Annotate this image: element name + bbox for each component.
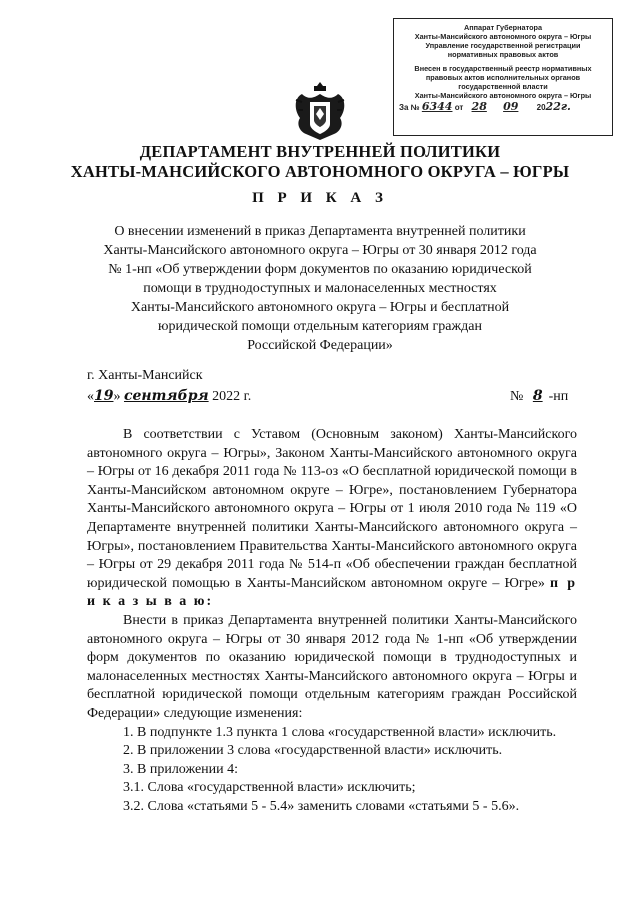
- date-year: 2022 г.: [212, 389, 252, 404]
- subject-line: Ханты-Мансийского автономного округа – Югры и бесплатной: [130, 300, 510, 315]
- coat-of-arms-icon: [292, 80, 348, 142]
- city: г. Ханты-Мансийск: [87, 368, 203, 383]
- stamp-line: Управление государственной регистрации: [425, 41, 581, 50]
- document-subject: [80, 222, 560, 355]
- subject-line: юридической помощи отдельным категориям граждан: [158, 319, 482, 334]
- body-paragraph: Внести в приказ Департамента внутренней политики Ханты-Мансийского автономного округа – Югры от 30 января 2012 года № 1-нп «Об утверждении форм документов по оказанию юридической помощи в труднодоступных и малонаселенных местностях Ханты-Мансийского автономного округа – Югры и бесплатной юридической помощи отдельным категориям граждан Российской Федерации» следующие изменения:: [87, 612, 577, 721]
- stamp-line: правовых актов исполнительных органов: [425, 73, 581, 82]
- subject-line: № 1-нп «Об утверждении форм документов по оказанию юридической: [108, 262, 532, 277]
- document-type: П Р И К А З: [252, 190, 388, 206]
- body-paragraph: 3.1. Слова «государственной власти» исключить;: [123, 780, 416, 796]
- department-title-line2: ХАНТЫ-МАНСИЙСКОГО АВТОНОМНОГО ОКРУГА – ЮГРЫ: [70, 162, 570, 181]
- body-paragraph: 2. В приложении 3 слова «государственной власти» исключить.: [123, 743, 503, 759]
- subject-line: О внесении изменений в приказ Департамента внутренней политики: [114, 224, 526, 239]
- date-month: сентября: [123, 388, 209, 404]
- stamp-reg-day: 28: [471, 100, 487, 113]
- date-day: 19: [94, 388, 114, 404]
- document-body: [87, 426, 577, 816]
- subject-line: Ханты-Мансийского автономного округа – Югры от 30 января 2012 года: [103, 243, 537, 258]
- stamp-line: Внесен в государственный реестр нормативных: [414, 64, 592, 73]
- document-number: № 8 -нп: [510, 388, 569, 404]
- stamp-reg-month: 09: [503, 100, 519, 113]
- body-paragraph: В соответствии с Уставом (Основным законом) Ханты-Мансийского автономного округа – Югры», Законом Ханты-Мансийского автономного округа – Югры от 16 декабря 2011 года № 113-оз «О бесплатной юридической помощи в Ханты-Мансийском автономном округе – Югре», постановлением Губернатора Ханты-Мансийского автономного округа – Югры от 1 июля 2010 года № 119 «О Департаменте внутренней политики Ханты-Мансийского автономного округа – Югры», постановлением Правительства Ханты-Мансийского автономного округа – Югры от 29 декабря 2011 года № 514-п «Об обеспечении граждан бесплатной юридической помощью в Ханты-Мансийском автономном округе – Югре» п р и к а з ы в а ю:: [87, 427, 578, 610]
- stamp-line: нормативных правовых актов: [447, 50, 559, 59]
- stamp-line: Ханты-Мансийского автономного округа – Югры: [414, 91, 592, 100]
- subject-line: Российской Федерации»: [247, 338, 393, 353]
- stamp-reg-number: 6344: [421, 100, 453, 113]
- department-title-line1: ДЕПАРТАМЕНТ ВНУТРЕННЕЙ ПОЛИТИКИ: [139, 142, 501, 161]
- stamp-line: Аппарат Губернатора: [463, 23, 543, 32]
- order-word: п р и к а з ы в а ю:: [87, 575, 578, 610]
- body-paragraph: 3.2. Слова «статьями 5 - 5.4» заменить словами «статьями 5 - 5.6».: [123, 798, 520, 814]
- subject-line: помощи в труднодоступных и малонаселенных местностях: [143, 281, 497, 296]
- document-date: «19» сентября 2022 г.: [87, 388, 252, 404]
- stamp-reg-year: 22г.: [545, 100, 571, 113]
- registration-stamp: [393, 18, 613, 136]
- number-value: 8: [532, 388, 543, 404]
- stamp-registration-line: За № 6344 от 28 09 2022г.: [399, 100, 571, 113]
- stamp-line: Ханты-Мансийского автономного округа – Югры: [414, 32, 592, 41]
- body-paragraph: 1. В подпункте 1.3 пункта 1 слова «государственной власти» исключить.: [123, 724, 557, 740]
- body-paragraph: 3. В приложении 4:: [123, 761, 239, 777]
- stamp-line: государственной власти: [458, 82, 548, 91]
